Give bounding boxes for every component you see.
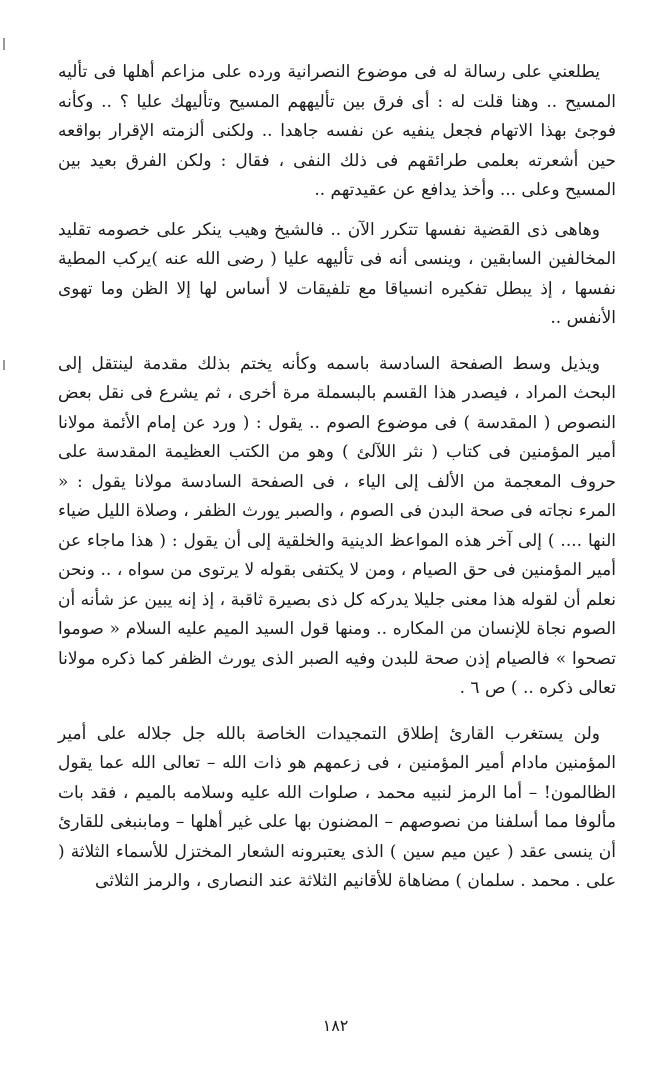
paragraph-3: ويذيل وسط الصفحة السادسة باسمه وكأنه يختم بذلك مقدمة لينتقل إلى البحث المراد ، فيصدر هذا القسم بالبسملة مرة أخرى ، ثم يشرع فى نقل بعض النصوص ( المقدسة ) فى موضوع الصوم .. يقول : ( ورد عن إمام الأئمة مولانا أمير المؤمنين فى كتاب ( نثر اللآلئ ) وهو من الكتب العظيمة المقدسة على حروف المعجمة من الألف إلى الياء ، فى الصفحة السادسة مولانا يقول : « المرء نجاته فى صحة البدن فى الصوم ، والصبر يورث الظفر ، وصلاة الليل ضياء النها .... ) إلى آخر هذه المواعظ الدينية والخلقية إلى أن يقول : ( هذا ماجاء عن أمير المؤمنين فى حق الصيام ، ومن لا يكتفى بقوله لا يرتوى من سواه ، .. ونحن نعلم أن لقوله هذا معنى جليلا يدركه كل ذى بصيرة ثاقبة ، إذ إنه يبين عز شأنه أن الصوم نجاة للإنسان من المكاره .. ومنها قول السيد الميم عليه السلام « صوموا تصحوا » فالصيام إذن صحة للبدن وفيه الصبر الذى يورث الظفر كما ذكره مولانا تعالى ذكره .. ) ص ٦ . xyxy=(58,353,616,698)
page-number: ١٨٢ xyxy=(322,1016,349,1035)
paragraph-2: وهاهى ذى القضية نفسها تتكرر الآن .. فالشيخ وهيب ينكر على خصومه تقليد المخالفين السابقين ، وينسى أنه فى تأليهه عليا ( رضى الله عنه )يركب المطية نفسها ، إذ يبطل تفكيره انسياقا مع تلفيقات لا أساس لها إلا الظن وما تهوى الأنفس .. xyxy=(58,219,616,328)
scan-margin-mark-middle xyxy=(3,360,5,370)
paragraph-4: ولن يستغرب القارئ إطلاق التمجيدات الخاصة بالله جل جلاله على أمير المؤمنين مادام أمير المؤمنين ، فى زعمهم هو ذات الله – تعالى الله عما يقول الظالمون! – أما الرمز لنبيه محمد ، صلوات الله عليه وسلامه بالميم ، فقد بات مألوفا مما أسلفنا من نصوصهم – المضنون بها على غير أهلها – ومابنبغى للقارئ أن ينسى عقد ( عين ميم سين ) الذى يعتبرونه الشعار المختزل للأسماء الثلاثة ( على . محمد . سلمان ) مضاهاة للأقانيم الثلاثة عند النصارى ، والرمز الثلاثى xyxy=(58,723,616,891)
document-page xyxy=(58,58,616,1018)
scan-margin-mark-top xyxy=(3,38,5,50)
paragraph-1: يطلعني على رسالة له فى موضوع النصرانية ورده على مزاعم أهلها فى تأليه المسيح .. وهنا قلت له : أى فرق بين تأليههم المسيح وتأليهك عليا ؟ .. وكأنه فوجئ بهذا الاتهام فجعل ينفيه عن نفسه جاهدا .. ولكنى ألزمته الإقرار بواقعه حين أشعرته بعلمى طرائقهم فى ذلك النفى ، فقال : ولكن الفرق بعيد بين المسيح وعلى ... وأخذ يدافع عن عقيدتهم .. xyxy=(58,62,616,200)
